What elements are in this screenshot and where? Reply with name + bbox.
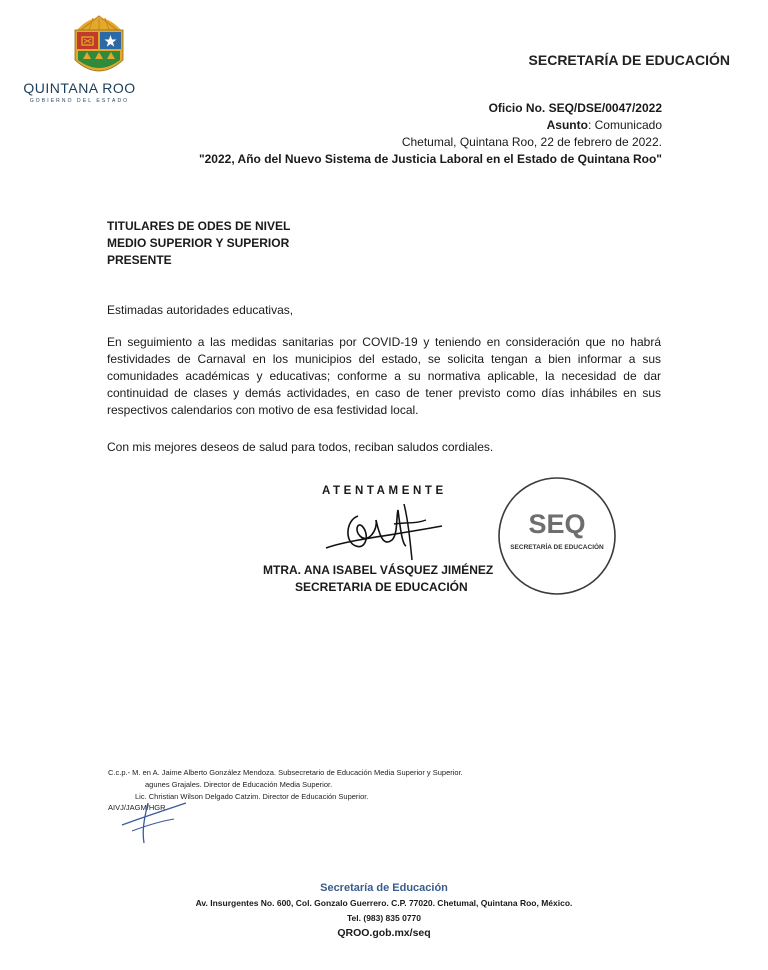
signer-name: MTRA. ANA ISABEL VÁSQUEZ JIMÉNEZ [263,563,494,577]
atentamente-label: ATENTAMENTE [322,485,447,497]
footer-website: QROO.gob.mx/seq [337,927,431,939]
subject-label: Asunto [546,118,588,132]
handwritten-signature [318,490,446,570]
ccp-line-1: C.c.p.- M. en A. Jaime Alberto González Mendoza. Subsecretario de Educación Media Superior y Superior. [108,768,463,777]
recipient-line-3: PRESENTE [107,253,172,267]
stamp-acronym: SEQ [528,509,586,539]
reference-initials: AIVJ/JAGM/HGR [108,803,166,812]
government-name: GOBIERNO DEL ESTADO [29,98,130,104]
place-and-date: Chetumal, Quintana Roo, 22 de febrero de 2022. [401,135,662,149]
footer-phone: Tel. (983) 835 0770 [346,913,422,923]
official-stamp [496,475,618,597]
salutation: Estimadas autoridades educativas, [107,303,294,317]
footer-organization: Secretaría de Educación [320,882,448,894]
main-paragraph: En seguimiento a las medidas sanitarias por COVID-19 y teniendo en consideración que no habrá festividades de Carnaval en los municipios del estado, se solicita tengan a bien informar a sus comunidades académicas y educativas; conforme a su normativa aplicable, la necesidad de dar continuidad de clases y demás actividades, en caso de tener previsto como días inhábiles en sus respectivos calendarios con motivo de esa festividad local. [107,335,661,417]
ccp-line-2: agunes Grajales. Director de Educación Media Superior. [145,780,333,789]
subject-line [547,118,662,132]
footer-address: Av. Insurgentes No. 600, Col. Gonzalo Guerrero. C.P. 77020. Chetumal, Quintana Roo, México. [195,898,573,908]
year-motto: "2022, Año del Nuevo Sistema de Justicia Laboral en el Estado de Quintana Roo" [198,152,662,166]
recipient-line-1: TITULARES DE ODES DE NIVEL [107,219,291,233]
ccp-line-3: Lic. Christian Wilson Delgado Catzim. Director de Educación Superior. [135,792,369,801]
coat-of-arms-icon [71,12,127,80]
state-name: QUINTANA ROO [23,80,136,96]
state-logo [22,12,137,104]
recipient-line-2: MEDIO SUPERIOR Y SUPERIOR [107,236,290,250]
initials-signature [118,795,190,845]
signer-title: SECRETARIA DE EDUCACIÓN [295,580,468,594]
closing-line: Con mis mejores deseos de salud para todos, reciban saludos cordiales. [107,440,494,454]
oficio-number: Oficio No. SEQ/DSE/0047/2022 [488,101,662,115]
stamp-label: SECRETARÍA DE EDUCACIÓN [510,544,604,551]
subject-value: : Comunicado [587,118,662,132]
department-header: SECRETARÍA DE EDUCACIÓN [528,52,730,68]
